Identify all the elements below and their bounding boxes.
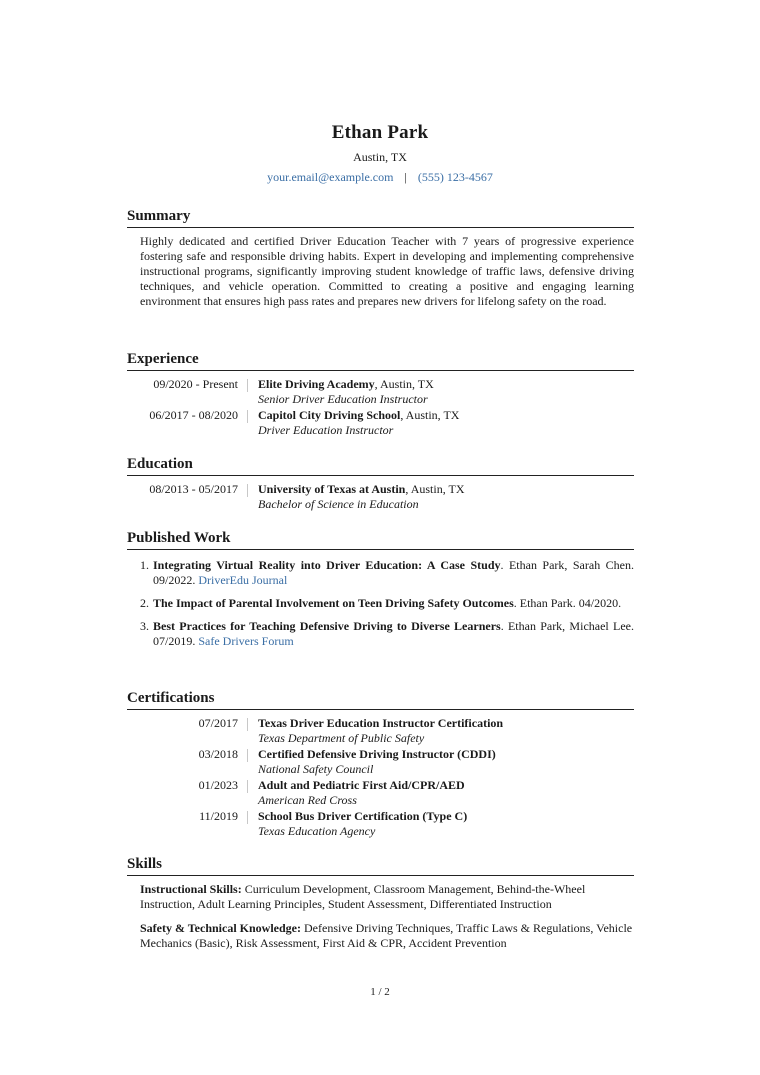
publication-title: The Impact of Parental Involvement on Teen Driving Safety Outcomes — [153, 596, 514, 610]
employer-location: , Austin, TX — [374, 377, 434, 391]
certification-name: School Bus Driver Certification (Type C) — [258, 809, 468, 823]
summary-section — [127, 208, 634, 309]
summary-text: Highly dedicated and certified Driver Education Teacher with 7 years of progressive experience fostering safe and responsible driving habits. Expert in developing and implementing comprehensive instructional programs, significantly improving student knowledge of traffic laws, defensive driving techniques, and vehicle operation. Committed to creating a positive and engaging learning environment that ensures high pass rates and prepares new drivers for lifelong safety on the road. — [140, 234, 634, 308]
certification-date: 03/2018 — [198, 747, 238, 761]
publication-details: . Ethan Park, Sarah Chen. 09/2022. — [153, 558, 634, 587]
publication-item — [140, 596, 634, 611]
entry-dates: 08/2013 - 05/2017 — [149, 482, 238, 496]
phone-link[interactable]: (555) 123-4567 — [417, 170, 493, 184]
skill-group-list: Defensive Driving Techniques, Traffic Laws & Regulations, Vehicle Mechanics (Basic), Risk Assessment, First Aid & CPR, Accident Prevention — [140, 921, 633, 950]
published-work-section — [127, 530, 634, 657]
entry-dates: 09/2020 - Present — [153, 377, 238, 391]
employer-name: Elite Driving Academy — [258, 377, 375, 391]
candidate-name: Ethan Park — [331, 122, 429, 143]
education-entry — [127, 482, 634, 512]
skill-group-list: Curriculum Development, Classroom Management, Behind-the-Wheel Instruction, Adult Learning Principles, Student Assessment, Differentiated Instruction — [140, 882, 586, 911]
email-link[interactable]: your.email@example.com — [267, 170, 394, 184]
publication-number: 1. — [140, 558, 149, 572]
section-title-education: Education — [127, 456, 634, 476]
page-number: 1 / 2 — [370, 986, 390, 998]
certification-date: 07/2017 — [198, 716, 238, 730]
contact-separator: | — [404, 170, 407, 184]
employer-name: Capitol City Driving School — [258, 408, 401, 422]
certification-issuer: Texas Education Agency — [258, 824, 376, 838]
section-title-published-work: Published Work — [127, 530, 634, 550]
school-location: , Austin, TX — [405, 482, 465, 496]
candidate-location: Austin, TX — [353, 150, 407, 164]
publication-venue-link[interactable]: Safe Drivers Forum — [198, 634, 294, 648]
certification-entry — [127, 716, 634, 746]
experience-entry — [127, 377, 634, 407]
publication-number: 3. — [140, 619, 149, 633]
certification-name: Texas Driver Education Instructor Certification — [258, 716, 504, 730]
section-title-summary: Summary — [127, 208, 634, 228]
publication-number: 2. — [140, 596, 149, 610]
section-title-certifications: Certifications — [127, 690, 634, 710]
certification-entry — [127, 747, 634, 777]
certification-issuer: American Red Cross — [258, 793, 357, 807]
contact-line — [0, 170, 760, 185]
publication-title: Best Practices for Teaching Defensive Driving to Diverse Learners — [153, 619, 501, 633]
job-title: Senior Driver Education Instructor — [258, 392, 428, 406]
certification-date: 11/2019 — [199, 809, 238, 823]
skill-group — [140, 882, 634, 912]
publication-venue-link[interactable]: DriverEdu Journal — [198, 573, 288, 587]
skill-group — [140, 921, 634, 951]
skill-group-label: Safety & Technical Knowledge: — [140, 921, 301, 935]
publication-details: . Ethan Park, Michael Lee. 07/2019. — [153, 619, 634, 648]
section-title-experience: Experience — [127, 351, 634, 371]
school-name: University of Texas at Austin — [258, 482, 406, 496]
job-title: Driver Education Instructor — [258, 423, 394, 437]
certification-name: Certified Defensive Driving Instructor (CDDI) — [258, 747, 496, 761]
skill-group-label: Instructional Skills: — [140, 882, 242, 896]
certification-entry — [127, 809, 634, 839]
certification-name: Adult and Pediatric First Aid/CPR/AED — [258, 778, 465, 792]
certifications-section — [127, 690, 634, 840]
employer-location: , Austin, TX — [400, 408, 460, 422]
certification-issuer: Texas Department of Public Safety — [258, 731, 425, 745]
section-title-skills: Skills — [127, 856, 634, 876]
experience-section — [127, 351, 634, 439]
publication-item — [140, 558, 634, 588]
skills-section — [127, 856, 634, 951]
publication-item — [140, 619, 634, 649]
entry-dates: 06/2017 - 08/2020 — [149, 408, 238, 422]
education-section — [127, 456, 634, 513]
certification-date: 01/2023 — [198, 778, 238, 792]
publication-details: . Ethan Park. 04/2020. — [513, 596, 622, 610]
experience-entry — [127, 408, 634, 438]
degree-name: Bachelor of Science in Education — [258, 497, 419, 511]
certification-issuer: National Safety Council — [258, 762, 374, 776]
publication-title: Integrating Virtual Reality into Driver Education: A Case Study — [153, 558, 501, 572]
certification-entry — [127, 778, 634, 808]
resume-header — [0, 122, 760, 185]
